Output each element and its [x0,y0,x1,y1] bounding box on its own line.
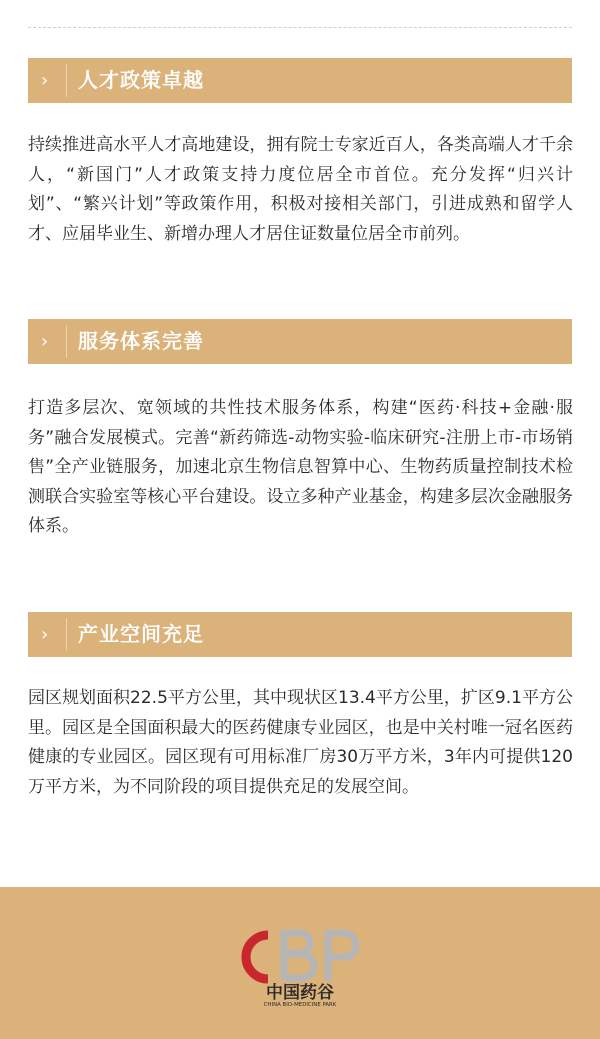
section-header-talent-policy [28,58,572,103]
logo-chinese-text: 中国药谷 [266,983,334,1003]
section-title: 人才政策卓越 [78,68,204,92]
chevron-right-icon: › [41,70,49,91]
logo-letter-p [328,930,356,981]
top-divider [28,27,572,28]
footer-banner [0,887,600,1039]
header-divider [66,618,67,651]
section-header-service-system [28,319,572,364]
header-divider [66,325,67,358]
chevron-right-icon: › [41,331,49,352]
header-divider [66,64,67,97]
logo-letter-c [246,935,268,979]
section-header-industrial-space [28,612,572,657]
section-title: 服务体系完善 [78,329,204,353]
section-body-service-system: 打造多层次、宽领域的共性技术服务体系，构建“医药·科技+金融·服务”融合发展模式。完善“新药筛选-动物实验-临床研究-注册上市-市场销售”全产业链服务，加速北京生物信息智算中心、生物药质量控制技术检测联合实验室等核心平台建设。设立多种产业基金，构建多层次金融服务体系。 [28,398,573,536]
cbp-logo [232,927,368,1007]
logo-letter-b [284,930,314,981]
section-body-industrial-space: 园区规划面积22.5平方公里，其中现状区13.4平方公里，扩区9.1平方公里。园区是全国面积最大的医药健康专业园区，也是中关村唯一冠名医药健康的专业园区。园区现有可用标准厂房30万平方米，3年内可提供120万平方米，为不同阶段的项目提供充足的发展空间。 [28,688,573,797]
logo-english-text: CHINA BIO-MEDICINE PARK [263,1002,337,1007]
section-body-talent-policy: 持续推进高水平人才高地建设，拥有院士专家近百人，各类高端人才千余人，“新国门”人才政策支持力度位居全市首位。充分发挥“归兴计划”、“繁兴计划”等政策作用，积极对接相关部门，引进成熟和留学人才、应届毕业生、新增办理人才居住证数量位居全市前列。 [28,135,573,244]
section-title: 产业空间充足 [78,622,204,646]
chevron-right-icon: › [41,624,49,645]
